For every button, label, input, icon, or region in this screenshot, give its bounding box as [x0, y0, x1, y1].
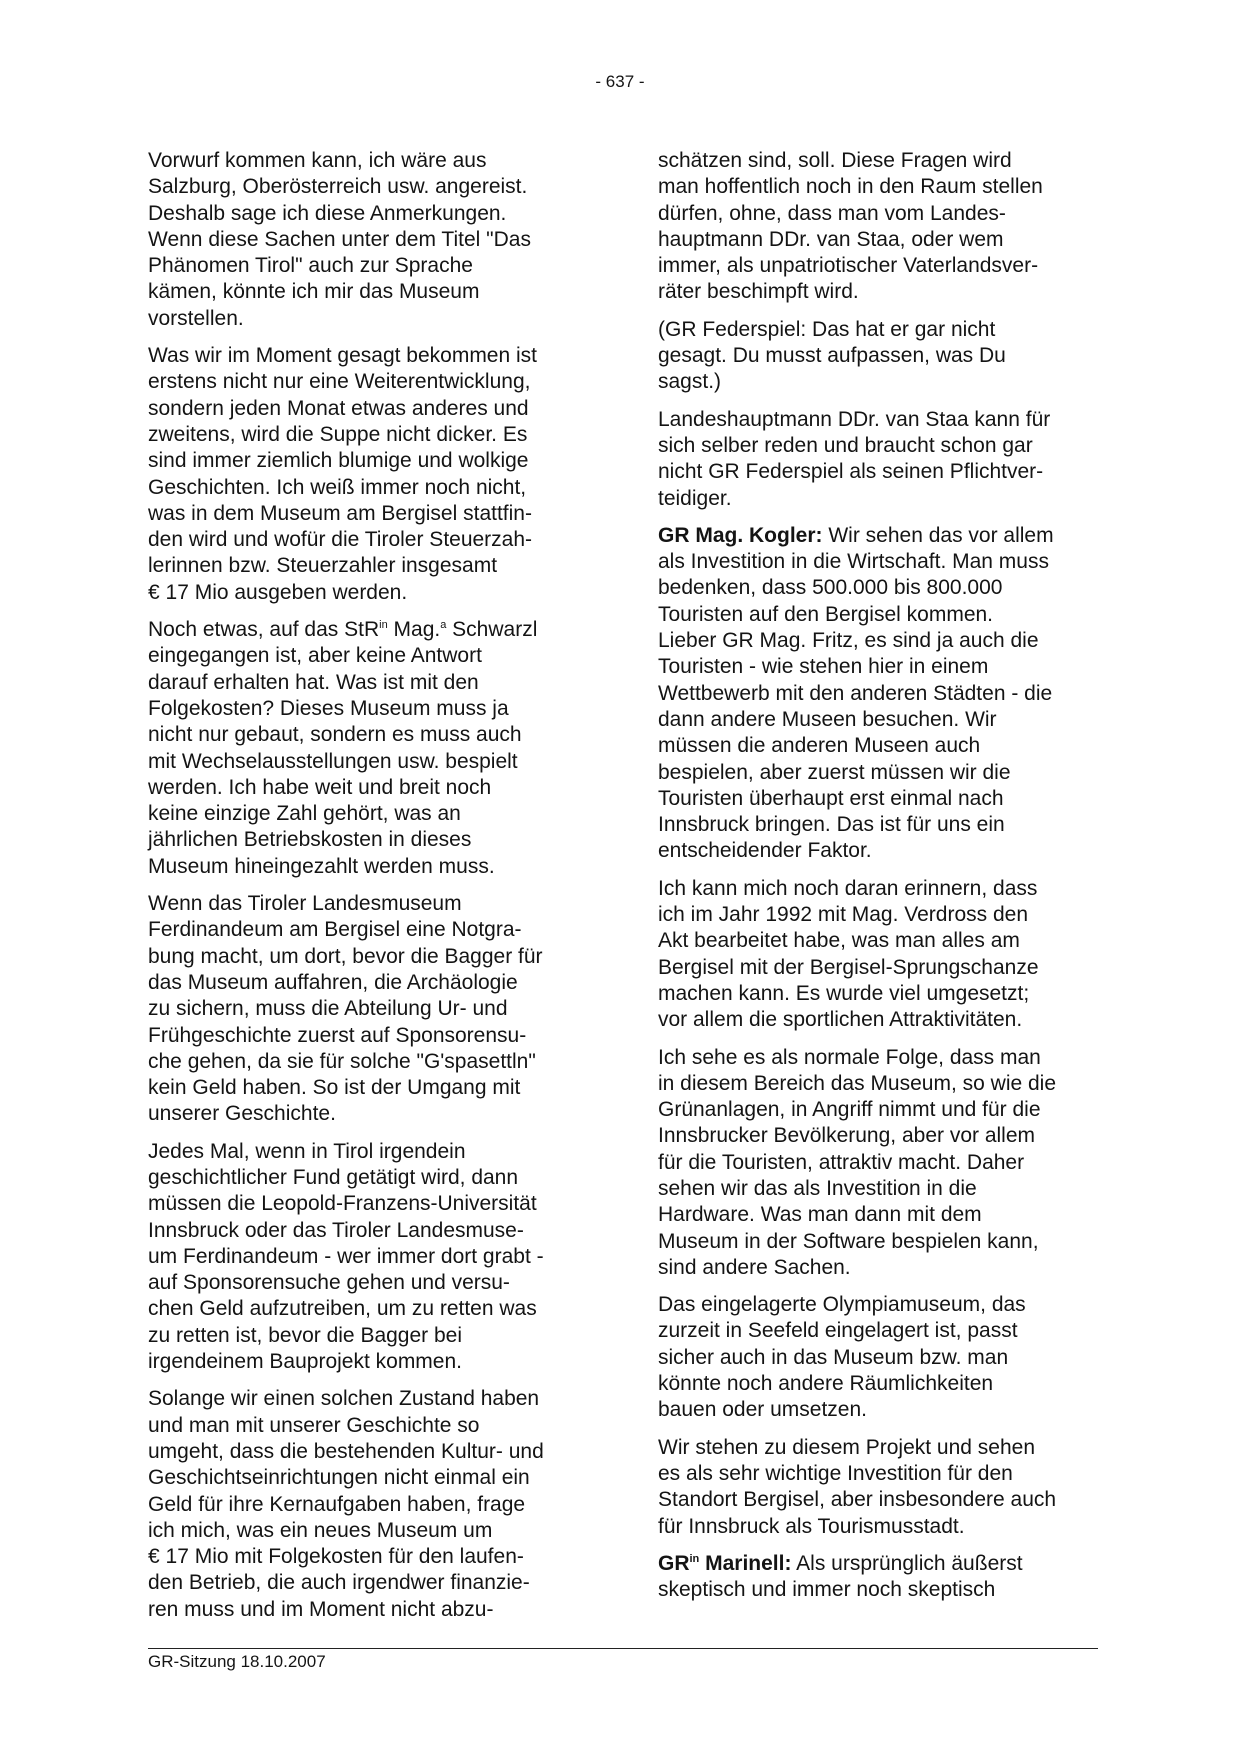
- paragraph-text: Als ursprünglich äußerst skeptisch und immer noch skeptisch: [658, 1551, 1023, 1602]
- speaker-title: GR: [658, 1551, 690, 1575]
- page-number: - 637 -: [595, 72, 645, 91]
- footer-divider: [148, 1648, 1098, 1649]
- paragraph: Jedes Mal, wenn in Tirol irgendein geschichtlicher Fund getätigt wird, dann müssen die Leopold-Franzens-Universität Innsbruck oder das Tiroler Landesmuse- um Ferdinandeum - wer immer dort grabt - auf Sponsorensuche gehen und versu- chen Geld aufzutreiben, um zu retten was zu retten ist, bevor die Bagger bei irgendeinem Bauprojekt kommen.: [148, 1139, 544, 1374]
- speaker-paragraph: [658, 1551, 1098, 1604]
- interjection: (GR Federspiel: Das hat er gar nicht gesagt. Du musst aufpassen, was Du sagst.): [658, 317, 1006, 394]
- paragraph-text: Wir sehen das vor allem als Investition in die Wirtschaft. Man muss bedenken, dass 500.000 bis 800.000 Touristen auf den Bergisel kommen. Lieber GR Mag. Fritz, es sind ja auch die Touristen - wie stehen hier in einem Wettbewerb mit den anderen Städten - die dann andere Museen besuchen. Wir müssen die anderen Museen auch bespielen, aber zuerst müssen wir die Touristen überhaupt erst einmal nach Innsbruck bringen. Das ist für uns ein entscheidender Faktor.: [658, 523, 1054, 863]
- speaker-surname: Marinell:: [699, 1551, 792, 1575]
- paragraph-text: Schwarzl eingegangen ist, aber keine Antwort darauf erhalten hat. Was ist mit den Folgekosten? Dieses Museum muss ja nicht nur gebaut, sondern es muss auch mit Wechselausstellungen usw. bespielt werden. Ich habe weit und breit noch keine einzige Zahl gehört, was an jährlichen Betriebskosten in dieses Museum hineingezahlt werden muss.: [148, 618, 538, 878]
- paragraph: Ich sehe es als normale Folge, dass man in diesem Bereich das Museum, so wie die Grünanlagen, in Angriff nimmt und für die Innsbrucker Bevölkerung, aber vor allem für die Touristen, attraktiv macht. Daher sehen wir das als Investition in die Hardware. Was man dann mit dem Museum in der Software bespielen kann, sind andere Sachen.: [658, 1045, 1057, 1279]
- paragraph: Vorwurf kommen kann, ich wäre aus Salzburg, Oberösterreich usw. angereist. Deshalb sage ich diese Anmerkungen. Wenn diese Sachen unter dem Titel "Das Phänomen Tirol" auch zur Sprache kämen, könnte ich mir das Museum vorstellen.: [148, 149, 531, 330]
- paragraph: Das eingelagerte Olympiamuseum, das zurzeit in Seefeld eingelagert ist, passt sicher auch in das Museum bzw. man könnte noch andere Räumlichkeiten bauen oder umsetzen.: [658, 1293, 1026, 1422]
- paragraph-text: Mag.: [387, 618, 441, 642]
- paragraph: Was wir im Moment gesagt bekommen ist erstens nicht nur eine Weiterentwicklung, sondern jeden Monat etwas anderes und zweitens, wird die Suppe nicht dicker. Es sind immer ziemlich blumige und wolkige Geschichten. Ich weiß immer noch nicht, was in dem Museum am Bergisel stattfin- den wird und wofür die Tiroler Steuerzah- lerinnen bzw. Steuerzahler insgesamt € 17 Mio ausgeben werden.: [148, 344, 538, 604]
- speaker-name: [658, 1552, 791, 1575]
- paragraph: Wenn das Tiroler Landesmuseum Ferdinandeum am Bergisel eine Notgra- bung macht, um dort, bevor die Bagger für das Museum auffahren, die Archäologie zu sichern, muss die Abteilung Ur- und Frühgeschichte zuerst auf Sponsorensu- che gehen, da sie für solche "G'spasettln" kein Geld haben. So ist der Umgang mit unserer Geschichte.: [148, 892, 543, 1126]
- paragraph: Landeshauptmann DDr. van Staa kann für sich selber reden und braucht schon gar nicht GR Federspiel als seinen Pflichtver- teidiger.: [658, 407, 1051, 510]
- superscript: in: [689, 1552, 700, 1565]
- paragraph: Wir stehen zu diesem Projekt und sehen es als sehr wichtige Investition für den Standort Bergisel, aber insbesondere auch für Innsbruck als Tourismusstadt.: [658, 1435, 1057, 1538]
- speaker-name: GR Mag. Kogler:: [658, 523, 823, 547]
- paragraph: schätzen sind, soll. Diese Fragen wird man hoffentlich noch in den Raum stellen dürfen, ohne, dass man vom Landes- hauptmann DDr. van Staa, oder wem immer, als unpatriotischer Vaterlandsver- räter beschimpft wird.: [658, 149, 1043, 304]
- speaker-paragraph: [658, 523, 1098, 865]
- left-column: [148, 148, 588, 1634]
- superscript: in: [379, 619, 388, 632]
- footer-session-date: GR-Sitzung 18.10.2007: [148, 1652, 326, 1671]
- paragraph: Ich kann mich noch daran erinnern, dass ich im Jahr 1992 mit Mag. Verdross den Akt bearbeitet habe, was man alles am Bergisel mit der Bergisel-Sprungschanze machen kann. Es wurde viel umgesetzt; vor allem die sportlichen Attraktivitäten.: [658, 876, 1039, 1032]
- superscript: a: [440, 619, 447, 632]
- paragraph-text: Noch etwas, auf das StR: [148, 618, 380, 642]
- paragraph: [148, 617, 588, 880]
- paragraph: Solange wir einen solchen Zustand haben und man mit unserer Geschichte so umgeht, dass die bestehenden Kultur- und Geschichtseinrichtungen nicht einmal ein Geld für ihre Kernaufgaben haben, frage ich mich, was ein neues Museum um € 17 Mio mit Folgekosten für den laufen- den Betrieb, die auch irgendwer finanzie- ren muss und im Moment nicht abzu-: [148, 1387, 544, 1621]
- right-column: [658, 148, 1098, 1614]
